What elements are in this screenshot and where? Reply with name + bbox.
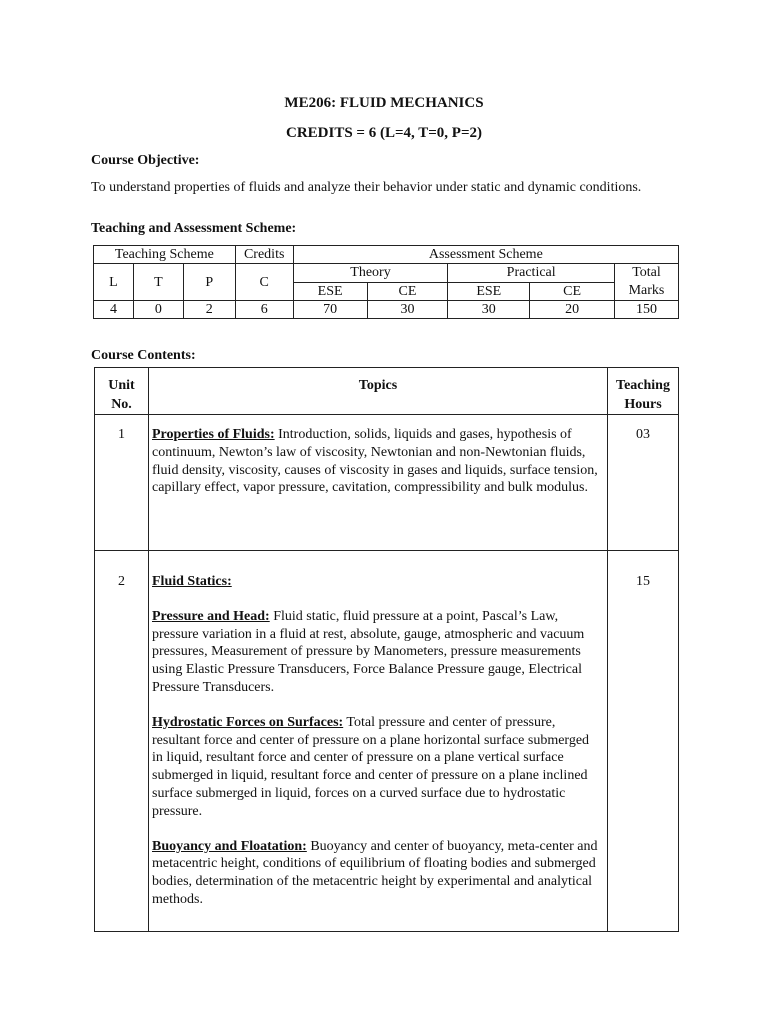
credits-header: Credits bbox=[235, 246, 293, 264]
unit-topics bbox=[149, 415, 607, 497]
topic-title: Buoyancy and Floatation: bbox=[152, 838, 307, 854]
topic-text: Total pressure and center of pressure, resultant force and center of pressure on a plane horizontal surface submerged in liquid, resultant force and center of pressure on a plane vertical surface submerged in liquid, resultant force and center of pressure on a plane inclined surface submerged in liquid, forces on a curved surface due to hydrostatic pressure. bbox=[152, 714, 590, 819]
unit-topics bbox=[149, 551, 607, 909]
topics-header: Topics bbox=[358, 378, 398, 393]
scheme-header-row-1 bbox=[94, 246, 679, 264]
total-marks-header: Total Marks bbox=[615, 264, 679, 301]
table-row bbox=[95, 551, 679, 932]
course-title: ME206: FLUID MECHANICS bbox=[284, 95, 484, 111]
practical-ese-header: ESE bbox=[448, 282, 530, 301]
scheme-heading: Teaching and Assessment Scheme: bbox=[91, 221, 297, 236]
theory-header: Theory bbox=[293, 264, 448, 283]
scheme-values-row bbox=[94, 301, 679, 319]
topic-text: Introduction, solids, liquids and gases, hypothesis of continuum, Newton’s law of viscosity, Newtonian and non-Newtonian fluids, fluid density, viscosity, causes of viscosity in gases and liquids, surface tension, capillary effect, vapor pressure, cavitation, compressibility and bulk modulus. bbox=[152, 427, 598, 496]
unit-no-header: Unit No. bbox=[108, 378, 135, 412]
topic-title: Fluid Statics: bbox=[152, 574, 232, 589]
contents-header-row bbox=[95, 368, 679, 415]
topic-paragraph bbox=[152, 573, 603, 591]
course-contents-table bbox=[94, 367, 679, 932]
teaching-hours-header: Teaching Hours bbox=[616, 378, 670, 412]
c-value: 6 bbox=[235, 301, 293, 319]
p-value: 2 bbox=[183, 301, 235, 319]
t-value: 0 bbox=[133, 301, 183, 319]
topic-text: Buoyancy and center of buoyancy, meta-center and metacentric height, conditions of equilibrium of floating bodies and submerged bodies, determination of the metacentric height by experimental and analytical methods. bbox=[152, 838, 598, 907]
topic-title: Pressure and Head: bbox=[152, 608, 270, 624]
teaching-assessment-table bbox=[93, 245, 679, 319]
l-header: L bbox=[94, 264, 134, 301]
l-value: 4 bbox=[94, 301, 134, 319]
teaching-scheme-header: Teaching Scheme bbox=[94, 246, 236, 264]
theory-ese-value: 70 bbox=[293, 301, 367, 319]
practical-ese-value: 30 bbox=[448, 301, 530, 319]
course-contents-heading: Course Contents: bbox=[91, 348, 196, 363]
unit-number: 1 bbox=[118, 427, 125, 442]
topic-paragraph bbox=[152, 838, 603, 909]
assessment-scheme-header: Assessment Scheme bbox=[293, 246, 678, 264]
topic-paragraph bbox=[152, 714, 603, 821]
topic-text: Fluid static, fluid pressure at a point, Pascal’s Law, pressure variation in a fluid at rest, absolute, gauge, atmospheric and vacuum pressures, Measurement of pressure by Manometers, pressure measurements using Elastic Pressure Transducers, Force Balance Pressure gauge, Electrical Pressure Transducers. bbox=[152, 608, 585, 695]
teaching-hours-value: 03 bbox=[636, 427, 650, 442]
course-objective-text: To understand properties of fluids and analyze their behavior under static and dynamic conditions. bbox=[91, 180, 642, 195]
topic-paragraph bbox=[152, 608, 603, 697]
practical-ce-value: 20 bbox=[530, 301, 615, 319]
p-header: P bbox=[183, 264, 235, 301]
credits-line: CREDITS = 6 (L=4, T=0, P=2) bbox=[285, 125, 483, 141]
theory-ese-header: ESE bbox=[293, 282, 367, 301]
teaching-hours-value: 15 bbox=[636, 574, 650, 589]
t-header: T bbox=[133, 264, 183, 301]
c-header: C bbox=[235, 264, 293, 301]
total-marks-value: 150 bbox=[615, 301, 679, 319]
practical-header: Practical bbox=[448, 264, 615, 283]
scheme-header-row-2 bbox=[94, 264, 679, 283]
topic-paragraph bbox=[152, 426, 603, 497]
topic-title: Hydrostatic Forces on Surfaces: bbox=[152, 714, 344, 730]
unit-number: 2 bbox=[118, 574, 125, 589]
topic-title: Properties of Fluids: bbox=[152, 427, 275, 442]
table-row bbox=[95, 415, 679, 551]
theory-ce-value: 30 bbox=[367, 301, 448, 319]
theory-ce-header: CE bbox=[367, 282, 448, 301]
course-objective-heading: Course Objective: bbox=[91, 153, 200, 168]
practical-ce-header: CE bbox=[530, 282, 615, 301]
